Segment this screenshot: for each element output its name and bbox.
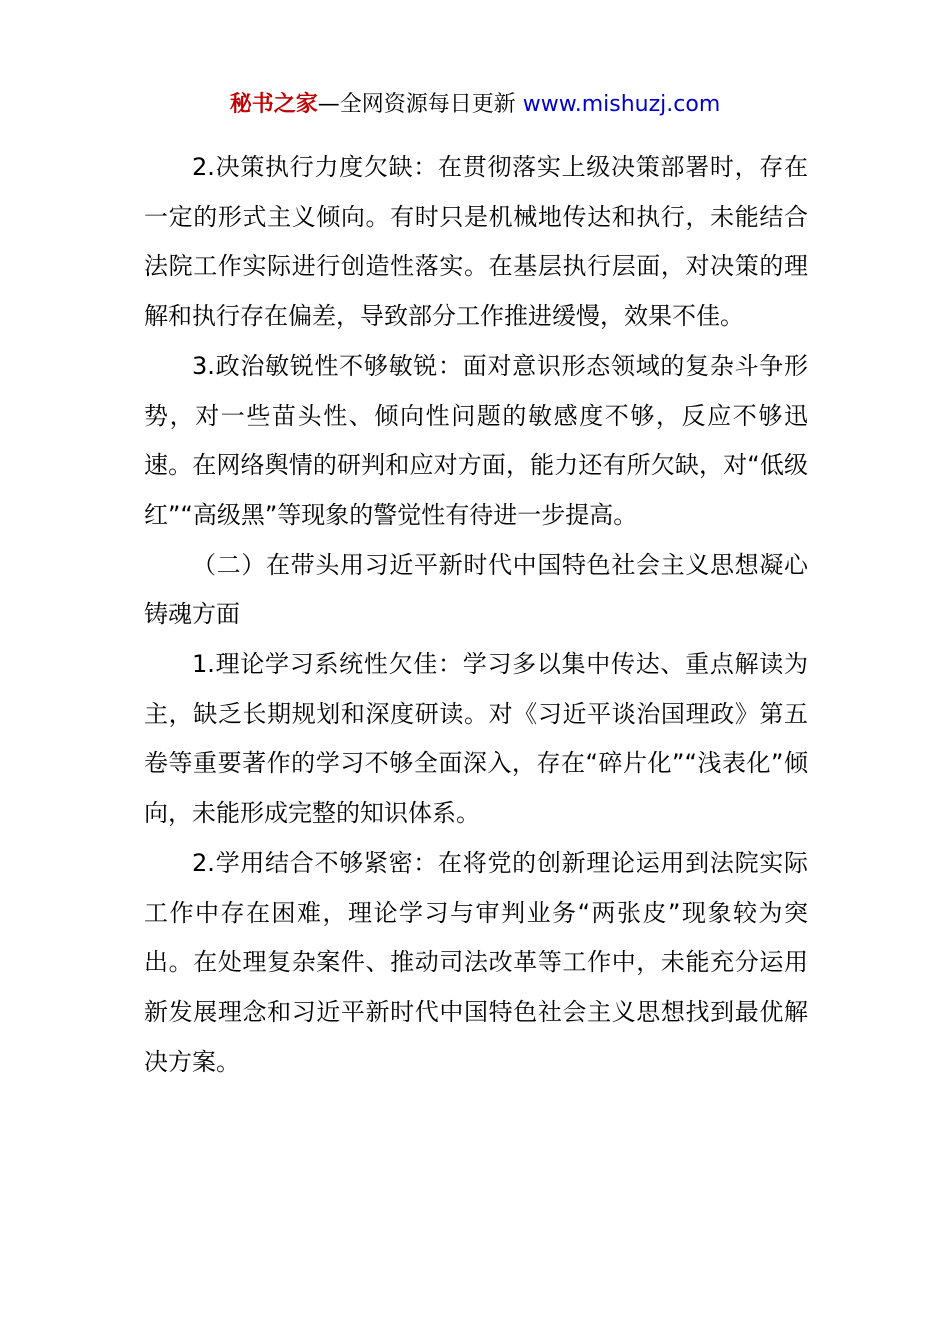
paragraph-theory-study: 1.理论学习系统性欠佳：学习多以集中传达、重点解读为主，缺乏长期规划和深度研读。对《习近平谈治国理政》第五卷等重要著作的学习不够全面深入，存在“碎片化”“浅表化”倾向，未能形成完整的知识体系。 [144,650,808,828]
brand-name: 秘书之家 [229,92,318,117]
paragraph-theory-practice: 2.学用结合不够紧密：在将党的创新理论运用到法院实际工作中存在困难，理论学习与审判业务“两张皮”现象较为突出。在处理复杂案件、推动司法改革等工作中，未能充分运用新发展理念和习近平新时代中国特色社会主义思想找到最优解决方案。 [144,848,808,1076]
site-url-link[interactable]: www.mishuzj.com [522,92,721,117]
paragraph-political-sensitivity: 3.政治敏锐性不够敏锐：面对意识形态领域的复杂斗争形势，对一些苗头性、倾向性问题的敏感度不够，反应不够迅速。在网络舆情的研判和应对方面，能力还有所欠缺，对“低级红”“高级黑”等现象的警觉性有待进一步提高。 [144,351,808,529]
header-tagline: —全网资源每日更新 [317,92,523,117]
page-header [0,88,950,122]
paragraph-decision-execution: 2.决策执行力度欠缺：在贯彻落实上级决策部署时，存在一定的形式主义倾向。有时只是机械地传达和执行，未能结合法院工作实际进行创造性落实。在基层执行层面，对决策的理解和执行存在偏差，导致部分工作推进缓慢，效果不佳。 [144,153,808,331]
section-heading-theory: （二）在带头用习近平新时代中国特色社会主义思想凝心铸魂方面 [144,550,808,629]
document-body [144,143,808,1087]
